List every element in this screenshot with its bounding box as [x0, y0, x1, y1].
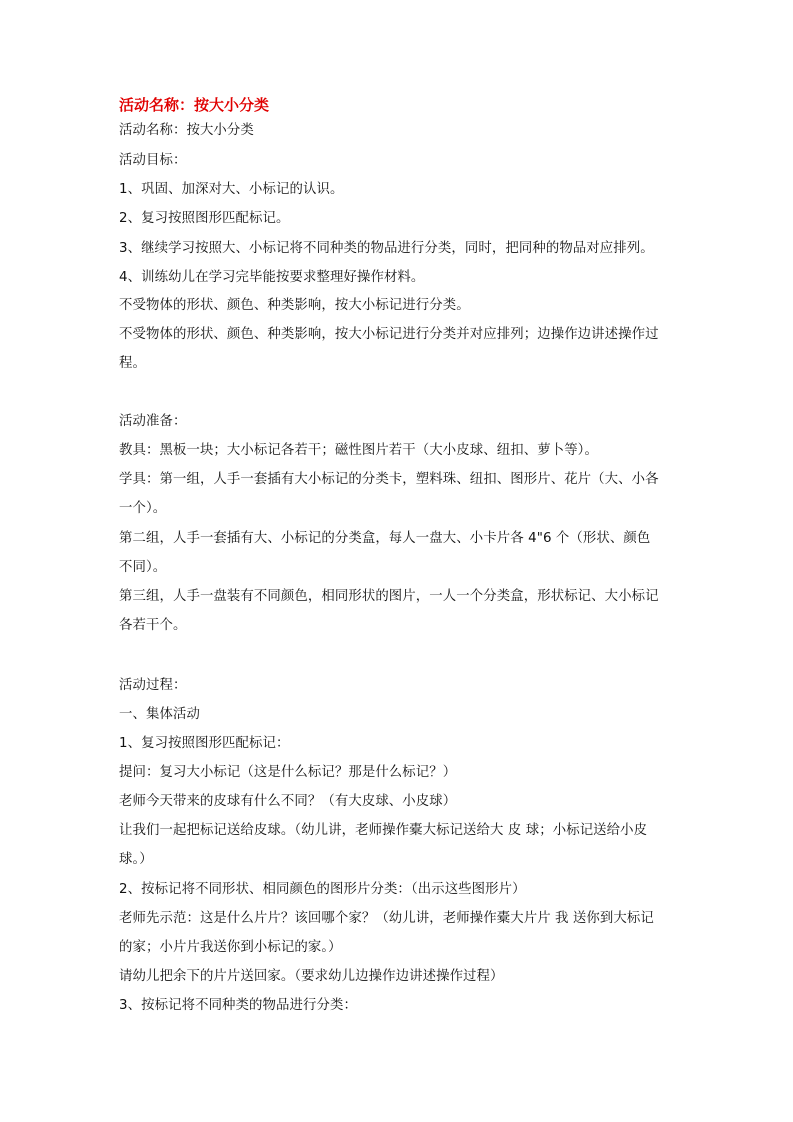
- text-line: 不同）。: [119, 560, 167, 575]
- text-line: 各若干个。: [119, 618, 187, 633]
- text-line: 球。）: [119, 852, 153, 867]
- text-line: 程。: [119, 356, 146, 371]
- text-line: 第三组，人手一盘装有不同颜色，相同形状的图片，一人一个分类盒，形状标记、大小标记: [119, 589, 659, 604]
- text-line: 2、复习按照图形匹配标记。: [119, 211, 290, 226]
- text-line: 1、巩固、加深对大、小标记的认识。: [119, 182, 344, 197]
- text-line: 提问：复习大小标记（这是什么标记？那是什么标记？）: [119, 765, 457, 780]
- text-line: 的家；小片片我送你到小标记的家。）: [119, 940, 342, 955]
- section-heading: 活动准备：: [119, 414, 187, 429]
- text-line: 3、继续学习按照大、小标记将不同种类的物品进行分类，同时，把同种的物品对应排列。: [119, 241, 654, 256]
- text-line: 一、集体活动: [119, 707, 200, 722]
- text-line: 学具：第一组，人手一套插有大小标记的分类卡，塑料珠、纽扣、图形片、花片（大、小各: [119, 472, 659, 487]
- text-line: 请幼儿把余下的片片送回家。（要求幼儿边操作边讲述操作过程）: [119, 969, 504, 984]
- text-line: 活动名称：按大小分类: [119, 123, 254, 138]
- text-line: 让我们一起把标记送给皮球。（幼儿讲，老师操作橐大标记送给大 皮 球；小标记送给小皮: [119, 823, 648, 838]
- text-line: 教具：黑板一块；大小标记各若干；磁性图片若干（大小皮球、纽扣、萝卜等）。: [119, 443, 598, 458]
- text-line: 4、训练幼儿在学习完毕能按要求整理好操作材料。: [119, 270, 425, 285]
- document-title: 活动名称：按大小分类: [119, 96, 270, 114]
- text-line: 2、按标记将不同形状、相同颜色的图形片分类：（出示这些图形片）: [119, 882, 526, 897]
- text-line: 活动目标：: [119, 153, 187, 168]
- text-line: 老师先示范：这是什么片片？该回哪个家？（幼儿讲，老师操作橐大片片 我 送你到大标记: [119, 911, 654, 926]
- text-line: 1、复习按照图形匹配标记：: [119, 736, 290, 751]
- text-line: 一个）。: [119, 501, 167, 516]
- text-line: 不受物体的形状、颜色、种类影响，按大小标记进行分类。: [119, 298, 470, 313]
- section-heading: 活动过程：: [119, 678, 187, 693]
- text-line: 3、按标记将不同种类的物品进行分类：: [119, 998, 357, 1013]
- text-line: 第二组，人手一套插有大、小标记的分类盒，每人一盘大、小卡片各 4"6 个（形状、颜色: [119, 531, 651, 546]
- text-line: 不受物体的形状、颜色、种类影响，按大小标记进行分类并对应排列；边操作边讲述操作过: [119, 327, 659, 342]
- text-line: 老师今天带来的皮球有什么不同？（有大皮球、小皮球）: [119, 794, 457, 809]
